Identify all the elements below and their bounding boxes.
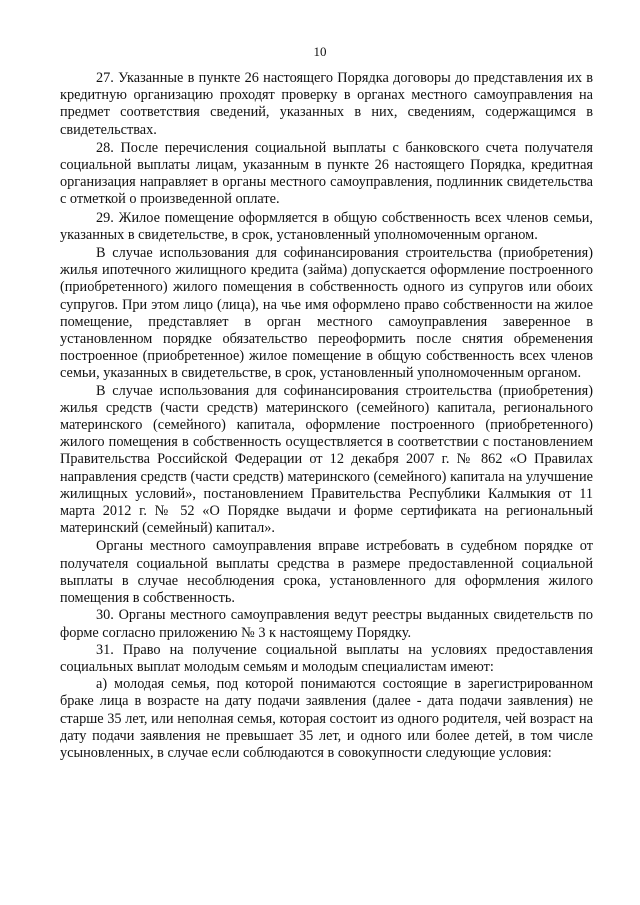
paragraph-30: 30. Органы местного самоуправления ведут реестры выданных свидетельств по форме согласно приложению № 3 к настоящему Порядку. — [60, 607, 593, 641]
document-body — [60, 70, 593, 762]
paragraph-28: 28. После перечисления социальной выплаты с банковского счета получателя социальной выплаты лицам, указанным в пункте 26 настоящего Порядка, кредитная организация направляет в органы местного самоуправления, подлинник свидетельства с отметкой о произведенной оплате. — [60, 139, 593, 208]
paragraph-31-a: а) молодая семья, под которой понимаются состоящие в зарегистрированном браке лица в возрасте на дату подачи заявления (далее - дата подачи заявления) не старше 35 лет, или неполная семья, которая состоит из одного родителя, чей возраст на дату подачи заявления не превышает 35 лет, и одного или более детей, в том числе усыновленных, в случае если соблюдаются в совокупности следующие условия: — [60, 676, 593, 761]
paragraph-maternity-capital-case: В случае использования для софинансирования строительства (приобретения) жилья средств (части средств) материнского (семейного) капитала, регионального материнского (семейного) капитала, оформление построенного (приобретенного) жилого помещения в собственность осуществляется в соответствии с постановлением Правительства Российской Федерации от 12 декабря 2007 г. № 862 «О Правилах направления средств (части средств) материнского (семейного) капитала на улучшение жилищных условий», постановлением Правительства Республики Калмыкия от 11 марта 2012 г. № 52 «О Порядке выдачи и форме сертификата на региональный материнский (семейный) капитал». — [60, 382, 593, 537]
paragraph-mortgage-case: В случае использования для софинансирования строительства (приобретения) жилья ипотечного жилищного кредита (займа) допускается оформление построенного (приобретенного) жилого помещения в собственность одного из супругов или обоих супругов. При этом лицо (лица), на чье имя оформлено право собственности на жилое помещение, представляет в орган местного самоуправления заверенное в установленном порядке обязательство переоформить после снятия обременения построенное (приобретенное) жилое помещение в общую собственность всех членов семьи, указанных в свидетельстве, в срок, установленный уполномоченным органом. — [60, 245, 593, 382]
paragraph-court-recovery: Органы местного самоуправления вправе истребовать в судебном порядке от получателя социальной выплаты средства в размере предоставленной социальной выплаты в случае несоблюдения срока, установленного для оформления жилого помещения в собственность. — [60, 538, 593, 607]
paragraph-31: 31. Право на получение социальной выплаты на условиях предоставления социальных выплат молодым семьям и молодым специалистам имеют: — [60, 641, 593, 675]
paragraph-27: 27. Указанные в пункте 26 настоящего Порядка договоры до представления их в кредитную организацию проходят проверку в органах местного самоуправления на предмет соответствия сведений, указанных в них, сведениям, содержащимся в свидетельствах. — [60, 70, 593, 138]
paragraph-29: 29. Жилое помещение оформляется в общую собственность всех членов семьи, указанных в свидетельстве, в срок, установленный уполномоченным органом. — [60, 209, 593, 243]
page-number: 10 — [313, 44, 327, 59]
